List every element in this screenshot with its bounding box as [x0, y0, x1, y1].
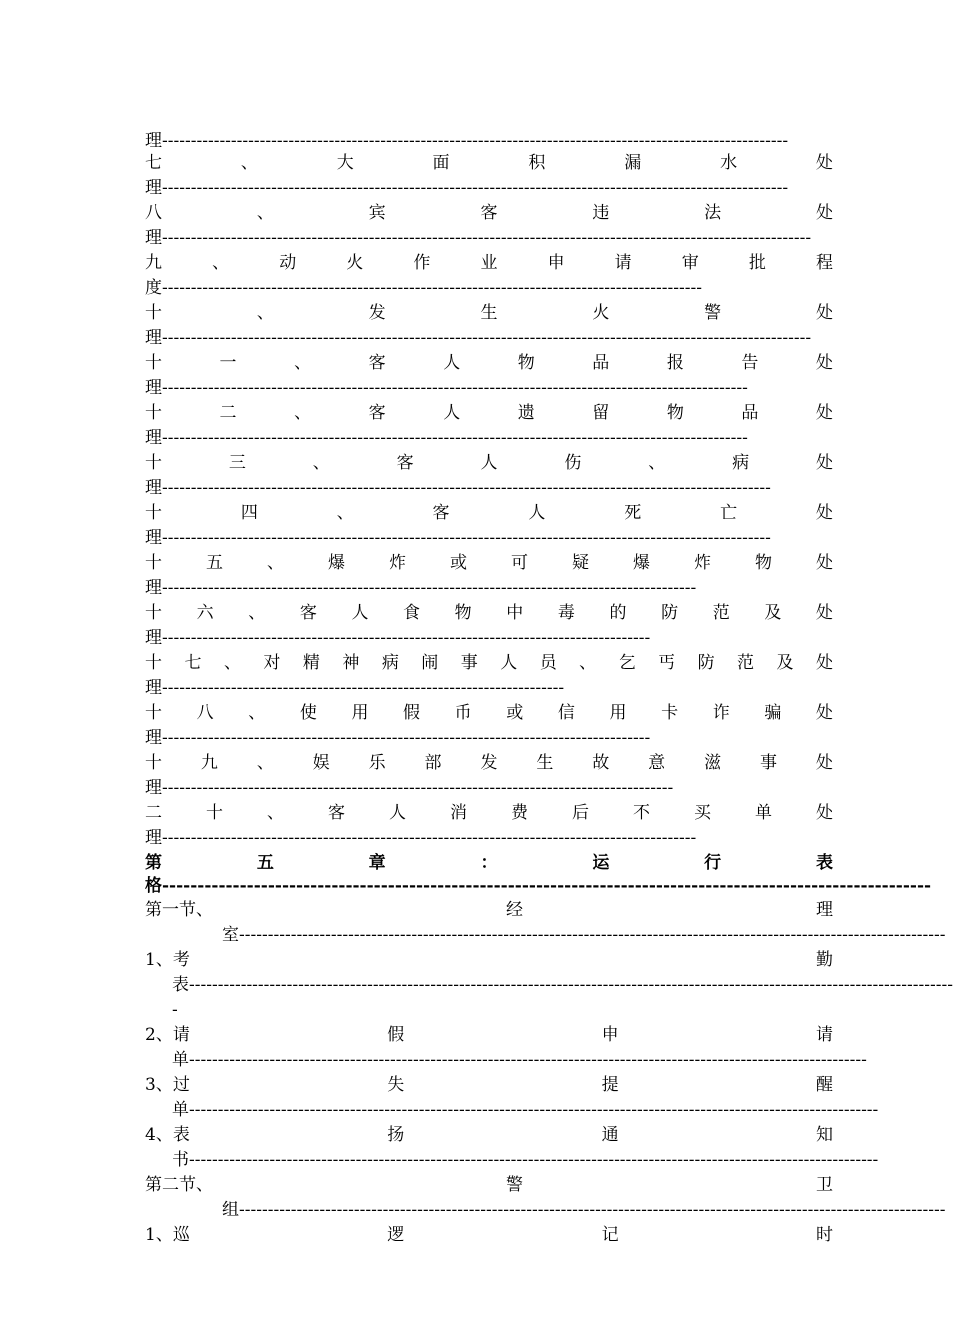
toc-entry-tail: 理 [145, 678, 162, 698]
toc-heading-char: 逻 [387, 1225, 405, 1245]
toc-heading-char: 发 [480, 753, 498, 773]
toc-dot-leader: ------------------------------------------------------------------------------------- [162, 628, 651, 648]
toc-heading-line [145, 452, 833, 474]
toc-leader-line [172, 974, 953, 996]
toc-entry-tail: 理 [145, 778, 162, 798]
toc-entry-tail: 组 [222, 1200, 239, 1220]
toc-heading-char: 十 [206, 803, 223, 823]
toc-heading-char: 运 [592, 853, 610, 873]
toc-heading-char: 对 [263, 653, 281, 673]
toc-heading-char: 3、过 [145, 1075, 190, 1095]
toc-heading-char: 人 [500, 653, 518, 673]
toc-leader-line [145, 477, 833, 499]
toc-heading-char: 范 [737, 653, 755, 673]
toc-heading-char: 乐 [368, 753, 386, 773]
toc-heading-char: 单 [755, 803, 772, 823]
toc-entry-tail: 书 [172, 1150, 189, 1170]
toc-heading-char: 币 [454, 703, 472, 723]
toc-heading-line [145, 252, 833, 274]
toc-heading-char: 爆 [328, 553, 345, 573]
toc-dot-leader: ------------------------------------------------------------------------------------------------------------- [162, 131, 789, 151]
toc-heading-char: 五 [256, 853, 274, 873]
toc-heading-char: 伤 [564, 453, 582, 473]
toc-heading-line [145, 949, 833, 971]
toc-entry-tail: 单 [172, 1100, 189, 1120]
toc-heading-char: 神 [342, 653, 360, 673]
toc-heading-char: 用 [351, 703, 369, 723]
toc-heading-char: 法 [704, 203, 722, 223]
toc-dot-leader: ------------------------------------------------------------------------------------------------------------------------ [189, 1150, 879, 1170]
toc-heading-char: 经 [506, 900, 523, 920]
toc-heading-char: 请 [614, 253, 632, 273]
toc-heading-char: 、 [294, 403, 312, 423]
toc-leader-line [145, 277, 833, 299]
toc-dot-leader: --------------------------------------------------------------------------------------------------------------------------- [239, 1200, 946, 1220]
toc-heading-char: 扬 [387, 1125, 405, 1145]
toc-heading-char: 、 [223, 653, 241, 673]
toc-leader-line [145, 875, 932, 897]
toc-heading-char: 失 [387, 1075, 405, 1095]
toc-heading-char: 处 [815, 203, 833, 223]
toc-heading-char: 炸 [694, 553, 711, 573]
toc-heading-char: 、 [248, 703, 266, 723]
toc-heading-char: 批 [748, 253, 766, 273]
toc-entry-tail: 单 [172, 1050, 189, 1070]
toc-heading-char: 程 [815, 253, 833, 273]
toc-heading-char: 二 [219, 403, 237, 423]
toc-heading-char: 后 [572, 803, 589, 823]
toc-heading-char: 精 [302, 653, 320, 673]
toc-heading-char: 事 [759, 753, 777, 773]
toc-entry-tail: 理 [145, 428, 162, 448]
toc-heading-char: 毒 [557, 603, 575, 623]
toc-heading-char: 丐 [658, 653, 676, 673]
toc-entry-tail: 理 [145, 178, 162, 198]
toc-leader-line [145, 227, 833, 249]
toc-dot-leader: --------------------------------------------------------------------------------------------- [162, 828, 697, 848]
toc-heading-char: 十 [145, 353, 162, 373]
toc-heading-char: 人 [389, 803, 406, 823]
toc-heading-char: 1、巡 [145, 1225, 190, 1245]
toc-heading-char: 或 [506, 703, 524, 723]
toc-leader-line [172, 999, 833, 1021]
toc-heading-char: 疑 [572, 553, 589, 573]
toc-heading-char: 处 [815, 653, 833, 673]
toc-heading-char: 用 [609, 703, 627, 723]
toc-leader-line [145, 377, 833, 399]
toc-heading-char: 、 [256, 753, 274, 773]
toc-heading-char: 遗 [517, 403, 535, 423]
toc-entry-tail: - [172, 1000, 178, 1020]
toc-heading-char: 、 [248, 603, 266, 623]
toc-heading-char: 假 [403, 703, 421, 723]
toc-entry-tail: 理 [145, 478, 162, 498]
toc-leader-line [222, 1199, 946, 1221]
toc-heading-char: 生 [536, 753, 554, 773]
toc-heading-char: 八 [196, 703, 214, 723]
toc-heading-char: 第 [145, 853, 162, 873]
toc-heading-char: 大 [336, 153, 354, 173]
toc-heading-char: 发 [368, 303, 386, 323]
toc-heading-char: 卫 [816, 1175, 833, 1195]
toc-heading-char: 提 [601, 1075, 619, 1095]
toc-heading-char: 爆 [633, 553, 650, 573]
toc-dot-leader: ------------------------------------------------------------------------------------------------------ [162, 378, 748, 398]
toc-heading-line [145, 1124, 833, 1146]
toc-heading-char: 4、表 [145, 1125, 190, 1145]
toc-heading-char: 员 [539, 653, 557, 673]
toc-heading-char: 、 [267, 803, 284, 823]
toc-heading-char: ： [480, 853, 498, 873]
toc-leader-line [145, 327, 833, 349]
toc-heading-char: 漏 [624, 153, 642, 173]
toc-heading-char: 记 [601, 1225, 619, 1245]
toc-heading-char: 申 [601, 1025, 619, 1045]
toc-heading-char: 一 [219, 353, 237, 373]
toc-heading-char: 六 [196, 603, 214, 623]
toc-heading-char: 意 [648, 753, 666, 773]
toc-heading-char: 第一节、 [145, 900, 213, 920]
toc-leader-line [145, 527, 833, 549]
toc-entry-tail: 理 [145, 578, 162, 598]
toc-heading-char: 处 [815, 703, 833, 723]
toc-heading-char: 业 [480, 253, 498, 273]
toc-entry-tail: 度 [145, 278, 162, 298]
toc-entry-tail: 格 [145, 876, 162, 896]
toc-heading-char: 品 [741, 403, 759, 423]
toc-heading-char: 人 [480, 453, 498, 473]
toc-heading-line [145, 1224, 833, 1246]
toc-heading-line [145, 652, 833, 674]
toc-heading-char: 或 [450, 553, 467, 573]
toc-heading-char: 二 [145, 803, 162, 823]
toc-heading-char: 客 [368, 403, 386, 423]
toc-heading-char: 时 [816, 1225, 833, 1245]
toc-heading-char: 物 [517, 353, 535, 373]
toc-heading-char: 火 [346, 253, 364, 273]
toc-heading-char: 十 [145, 403, 162, 423]
toc-heading-char: 章 [368, 853, 386, 873]
toc-entry-tail: 理 [145, 328, 162, 348]
toc-heading-line [145, 802, 833, 824]
toc-heading-line [145, 899, 833, 921]
toc-leader-line [145, 177, 833, 199]
toc-heading-char: 信 [557, 703, 575, 723]
toc-heading-char: 客 [396, 453, 414, 473]
toc-heading-line [145, 1174, 833, 1196]
toc-heading-char: 防 [697, 653, 715, 673]
toc-dot-leader: --------------------------------------------------------------------------------------------------------------------------- [239, 925, 946, 945]
toc-entry-tail: 室 [222, 925, 239, 945]
toc-heading-char: 通 [601, 1125, 619, 1145]
toc-heading-char: 处 [815, 353, 833, 373]
toc-heading-char: 事 [460, 653, 478, 673]
toc-dot-leader: ----------------------------------------------------------------------------------------------------------------- [162, 328, 812, 348]
toc-heading-char: 作 [413, 253, 431, 273]
toc-entry-tail: 理 [145, 228, 162, 248]
toc-entry-tail: 理 [145, 378, 162, 398]
toc-heading-char: 炸 [389, 553, 406, 573]
toc-heading-char: 醒 [816, 1075, 833, 1095]
toc-heading-char: 八 [145, 203, 162, 223]
toc-heading-char: 申 [547, 253, 565, 273]
toc-heading-char: 客 [480, 203, 498, 223]
toc-heading-char: 十 [145, 653, 162, 673]
toc-heading-char: 范 [712, 603, 730, 623]
toc-heading-char: 客 [328, 803, 345, 823]
toc-heading-char: 假 [387, 1025, 405, 1045]
toc-heading-char: 、 [267, 553, 284, 573]
toc-dot-leader: ----------------------------------------------------------------------------------------------------------------- [162, 228, 812, 248]
toc-entry-tail: 理 [145, 728, 162, 748]
toc-heading-char: 、 [256, 203, 274, 223]
toc-heading-char: 水 [720, 153, 738, 173]
toc-dot-leader: ------------------------------------------------------------------------------------------------------------------------------------- [189, 975, 953, 995]
toc-heading-char: 处 [815, 403, 833, 423]
toc-heading-line [145, 502, 833, 524]
toc-heading-char: 三 [228, 453, 246, 473]
toc-heading-char: 表 [815, 853, 833, 873]
toc-leader-line [145, 727, 833, 749]
toc-heading-char: 、 [312, 453, 330, 473]
toc-heading-char: 知 [816, 1125, 833, 1145]
toc-heading-char: 客 [299, 603, 317, 623]
toc-heading-char: 2、请 [145, 1025, 190, 1045]
toc-heading-char: 七 [145, 153, 162, 173]
toc-dot-leader: ------------------------------------------------------------------------------------------------------------------------ [189, 1100, 879, 1120]
toc-heading-char: 第二节、 [145, 1175, 213, 1195]
toc-leader-line [172, 1099, 879, 1121]
toc-heading-line [145, 302, 833, 324]
toc-heading-char: 食 [403, 603, 421, 623]
toc-heading-char: 、 [256, 303, 274, 323]
toc-heading-char: 不 [633, 803, 650, 823]
toc-dot-leader: ----------------------------------------------------------------------------------------- [162, 778, 674, 798]
toc-dot-leader: ---------------------------------------------------------------------------------------------- [162, 278, 702, 298]
toc-heading-char: 处 [816, 553, 833, 573]
toc-entry-tail: 理 [145, 828, 162, 848]
toc-heading-line [145, 402, 833, 424]
toc-dot-leader: ---------------------------------------------------------------------------------------------------------------------- [189, 1050, 867, 1070]
toc-leader-line [145, 827, 833, 849]
toc-heading-char: 面 [432, 153, 450, 173]
toc-heading-char: 处 [815, 153, 833, 173]
toc-heading-char: 死 [624, 503, 642, 523]
toc-dot-leader: --------------------------------------------------------------------------------------------- [162, 578, 697, 598]
toc-dot-leader: ------------------------------------------------------------------------------------- [162, 728, 651, 748]
toc-heading-char: 部 [424, 753, 442, 773]
toc-leader-line [145, 777, 833, 799]
toc-heading-char: 处 [815, 503, 833, 523]
toc-heading-char: 宾 [368, 203, 386, 223]
toc-heading-char: 处 [816, 803, 833, 823]
toc-heading-char: 客 [432, 503, 450, 523]
toc-heading-char: 处 [816, 453, 833, 473]
toc-dot-leader: ------------------------------------------------------------------------------------------------------------- [162, 876, 932, 896]
toc-heading-char: 客 [368, 353, 386, 373]
toc-heading-char: 亡 [720, 503, 738, 523]
toc-dot-leader: ------------------------------------------------------------------------------------------------------------- [162, 178, 789, 198]
toc-heading-char: 九 [145, 253, 162, 273]
toc-heading-line [145, 602, 833, 624]
toc-heading-char: 理 [816, 900, 833, 920]
toc-dot-leader: ------------------------------------------------------------------------------------------------------ [162, 428, 748, 448]
toc-heading-char: 费 [511, 803, 528, 823]
toc-heading-char: 、 [294, 353, 312, 373]
toc-entry-tail: 表 [172, 975, 189, 995]
toc-heading-char: 人 [443, 353, 461, 373]
toc-dot-leader: ---------------------------------------------------------------------- [162, 678, 565, 698]
toc-heading-char: 物 [755, 553, 772, 573]
toc-heading-char: 及 [776, 653, 794, 673]
toc-heading-char: 请 [816, 1025, 833, 1045]
toc-leader-line [222, 924, 946, 946]
toc-heading-char: 行 [704, 853, 722, 873]
toc-entry-tail: 理 [145, 528, 162, 548]
toc-heading-line [145, 202, 833, 224]
toc-heading-char: 人 [443, 403, 461, 423]
toc-heading-line [145, 702, 833, 724]
toc-heading-char: 骗 [764, 703, 782, 723]
toc-heading-char: 人 [528, 503, 546, 523]
toc-heading-char: 品 [592, 353, 610, 373]
toc-heading-char: 故 [592, 753, 610, 773]
toc-heading-char: 处 [815, 753, 833, 773]
toc-heading-char: 十 [145, 703, 162, 723]
toc-heading-char: 防 [661, 603, 679, 623]
toc-heading-line [145, 852, 833, 874]
toc-heading-char: 使 [299, 703, 317, 723]
toc-leader-line [145, 577, 833, 599]
toc-heading-char: 病 [732, 453, 750, 473]
toc-heading-char: 十 [145, 453, 162, 473]
toc-heading-char: 报 [666, 353, 684, 373]
toc-heading-char: 积 [528, 153, 546, 173]
toc-heading-char: 的 [609, 603, 627, 623]
toc-entry-tail: 理 [145, 131, 162, 151]
toc-heading-char: 人 [351, 603, 369, 623]
toc-heading-line [145, 1074, 833, 1096]
toc-dot-leader: ---------------------------------------------------------------------------------------------------------- [162, 478, 771, 498]
toc-heading-char: 十 [145, 303, 162, 323]
toc-heading-line [145, 1024, 833, 1046]
toc-heading-char: 告 [741, 353, 759, 373]
toc-heading-char: 物 [666, 403, 684, 423]
toc-heading-char: 1、考 [145, 950, 190, 970]
toc-heading-char: 及 [764, 603, 782, 623]
toc-heading-char: 物 [454, 603, 472, 623]
toc-heading-char: 火 [592, 303, 610, 323]
toc-heading-char: 七 [184, 653, 202, 673]
toc-heading-line [145, 752, 833, 774]
toc-heading-char: 中 [506, 603, 524, 623]
toc-leader-line [172, 1149, 879, 1171]
toc-heading-char: 留 [592, 403, 610, 423]
toc-heading-char: 滋 [704, 753, 722, 773]
toc-heading-char: 警 [506, 1175, 523, 1195]
toc-heading-char: 处 [815, 603, 833, 623]
toc-heading-char: 警 [704, 303, 722, 323]
toc-heading-char: 审 [681, 253, 699, 273]
toc-leader-line [145, 627, 833, 649]
toc-heading-char: 十 [145, 503, 162, 523]
toc-heading-char: 、 [336, 503, 354, 523]
toc-leader-line [145, 677, 833, 699]
toc-entry-tail: 理 [145, 628, 162, 648]
toc-heading-char: 勤 [816, 950, 833, 970]
toc-heading-char: 、 [240, 153, 258, 173]
toc-heading-line [145, 352, 833, 374]
toc-heading-char: 生 [480, 303, 498, 323]
toc-heading-char: 买 [694, 803, 711, 823]
toc-heading-char: 乞 [618, 653, 636, 673]
toc-heading-char: 十 [145, 603, 162, 623]
toc-heading-char: 四 [240, 503, 258, 523]
toc-heading-char: 病 [381, 653, 399, 673]
toc-heading-char: 、 [212, 253, 230, 273]
toc-heading-char: 娱 [312, 753, 330, 773]
toc-leader-line [145, 130, 833, 152]
toc-heading-line [145, 152, 833, 174]
toc-dot-leader: ---------------------------------------------------------------------------------------------------------- [162, 528, 771, 548]
toc-heading-char: 消 [450, 803, 467, 823]
toc-heading-char: 闹 [421, 653, 439, 673]
toc-heading-char: 处 [815, 303, 833, 323]
toc-heading-char: 十 [145, 753, 162, 773]
toc-leader-line [145, 427, 833, 449]
toc-heading-char: 十 [145, 553, 162, 573]
toc-heading-char: 卡 [661, 703, 679, 723]
toc-heading-char: 、 [648, 453, 666, 473]
toc-heading-char: 违 [592, 203, 610, 223]
toc-heading-char: 动 [279, 253, 297, 273]
toc-heading-char: 五 [206, 553, 223, 573]
toc-heading-line [145, 552, 833, 574]
toc-leader-line [172, 1049, 867, 1071]
toc-heading-char: 九 [200, 753, 218, 773]
toc-heading-char: 、 [579, 653, 597, 673]
toc-heading-char: 可 [511, 553, 528, 573]
toc-heading-char: 诈 [712, 703, 730, 723]
